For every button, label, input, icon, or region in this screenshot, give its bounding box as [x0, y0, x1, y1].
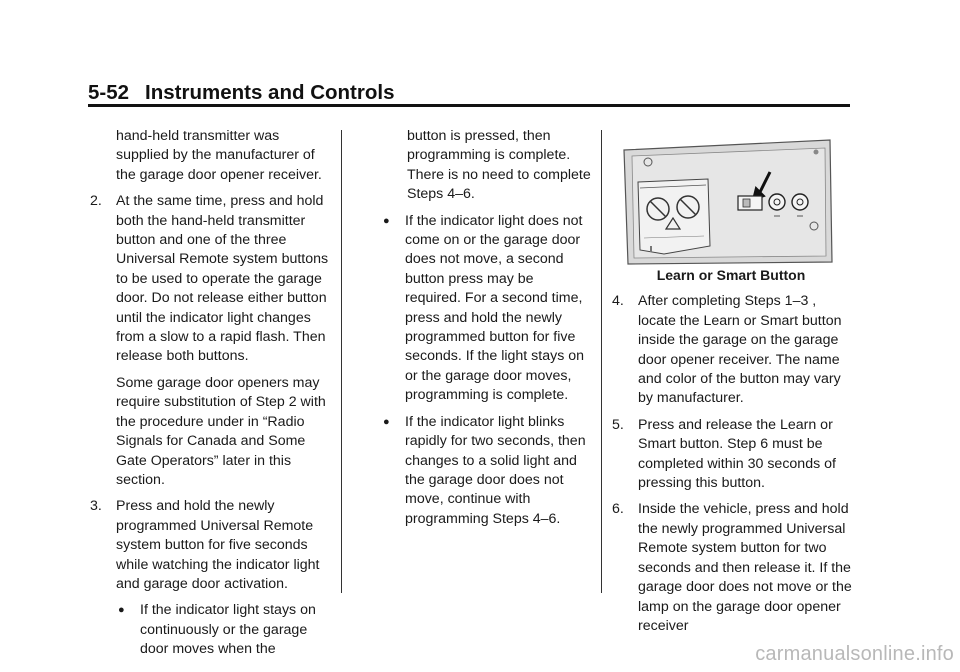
column-2 — [355, 127, 591, 536]
bullet-1-continuation: button is pressed, then programming is complete. There is no need to complete Steps 4–6. — [407, 128, 591, 203]
step-4-number: 4. — [612, 293, 624, 310]
step-2-number: 2. — [90, 193, 102, 210]
column-3 — [612, 127, 854, 643]
bullet-2 — [355, 212, 591, 413]
step-2-note: Some garage door openers may require substitution of Step 2 with the procedure under in “Radio Signals for Canada and Some Gate Operators” later in this section. — [116, 374, 326, 488]
step-5-text: Press and release the Learn or Smart button. Step 6 must be completed within 30 seconds of pressing this button. — [638, 416, 836, 492]
step-2-text: At the same time, press and hold both the hand-held transmitter button and one of the three Universal Remote system buttons to be used to operate the garage door. Do not release either button until the indicator light changes from a slow to a rapid flash. Then release both buttons. — [116, 193, 329, 365]
page-number: 5-52 — [88, 81, 130, 104]
step-3 — [90, 497, 336, 601]
bullet-dot-icon: ● — [383, 214, 390, 227]
step-4 — [612, 292, 854, 415]
step-5 — [612, 416, 854, 501]
bullet-3-text: If the indicator light blinks rapidly for two seconds, then changes to a solid light and the garage door does not move, continue with programming Steps 4–6. — [405, 413, 586, 527]
column-1 — [90, 127, 336, 667]
bullet-1-text: If the indicator light stays on continuously or the garage door moves when the — [140, 602, 316, 658]
step-3-text: Press and hold the newly programmed Universal Remote system button for five seconds while watching the indicator light and garage door activation. — [116, 498, 320, 592]
watermark: carmanualsonline.info — [755, 643, 954, 665]
step-4-text: After completing Steps 1–3 , locate the Learn or Smart button inside the garage on the garage door opener receiver. The name and color of the button may vary by manufacturer. — [638, 293, 842, 407]
learn-button-figure — [620, 134, 842, 266]
column-divider-2 — [601, 130, 602, 593]
column-divider-1 — [341, 130, 342, 593]
page-header — [88, 81, 394, 105]
bullet-3 — [355, 413, 591, 536]
bullet-dot-icon: ● — [118, 604, 125, 617]
step-6-text: Inside the vehicle, press and hold the newly programmed Universal Remote system button for two seconds and then release it. If the garage door does not move or the lamp on the garage door opener receiver — [638, 501, 852, 634]
bullet-dot-icon: ● — [383, 415, 390, 428]
header-rule — [88, 104, 850, 107]
bullet-2-text: If the indicator light does not come on or the garage door does not move, a second button press may be required. For a second time, press and hold the newly programmed button for five seconds. If the light stays on or the garage door moves, programming is complete. — [405, 212, 585, 404]
garage-opener-illustration — [620, 134, 842, 266]
section-title: Instruments and Controls — [145, 81, 395, 104]
step-6-number: 6. — [612, 501, 624, 518]
step-5-number: 5. — [612, 416, 624, 433]
step-3-number: 3. — [90, 498, 102, 515]
step-2 — [90, 192, 336, 374]
bullet-1 — [90, 601, 336, 666]
figure-caption: Learn or Smart Button — [656, 267, 806, 283]
step-6 — [612, 500, 854, 643]
paragraph-continuation: hand-held transmitter was supplied by the manufacturer of the garage door opener receiver. — [116, 128, 322, 183]
